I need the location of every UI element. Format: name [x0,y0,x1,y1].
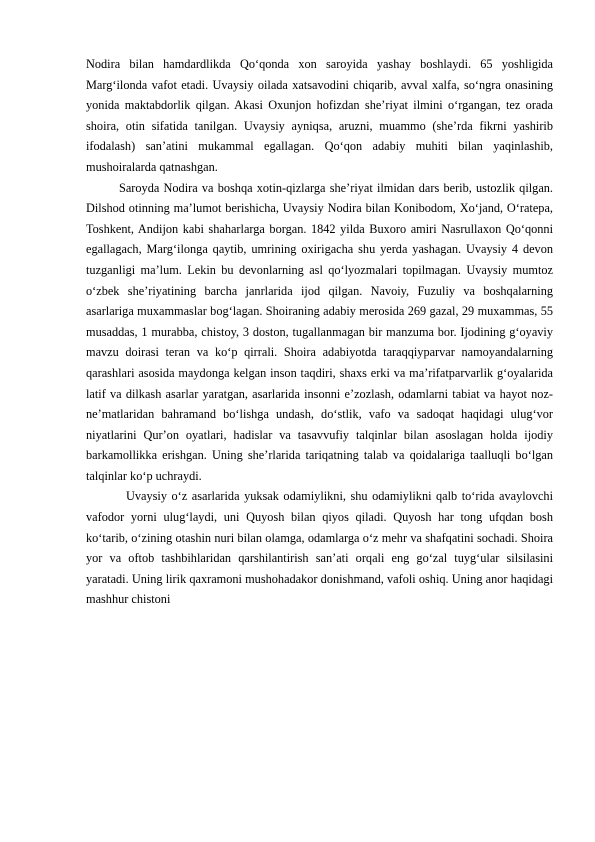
paragraph-3: Uvaysiy oʻz asarlarida yuksak odamiylikni, shu odamiylikni qalb toʻrida avaylovchi vafodor yorni ulugʻlaydi, uni Quyosh bilan qiyos qiladi. Quyosh har tong ufqdan bosh koʻtarib, oʻzining otashin nuri bilan olamga, odamlarga oʻz mehr va shafqatini sochadi. Shoira yor va oftob tashbihlaridan qarshilantirish sanʼati orqali eng goʻzal tuygʻular silsilasini yaratadi. Uning lirik qaxramoni mushohadakor donishmand, vafoli oshiq. Uning anor haqidagi mashhur chistoni [86,489,553,607]
paragraph-2: Saroyda Nodira va boshqa xotin-qizlarga sheʼriyat ilmidan dars berib, ustozlik qilgan. Dilshod otinning maʼlumot berishicha, Uvaysiy Nodira bilan Konibodom, Xoʻjand, Oʻratepa, Toshkent, Andijon kabi shaharlarga borgan. 1842 yilda Buxoro amiri Nasrullaxon Qoʻqonni egallagach, Margʻilonga qaytib, umrining oxirigacha shu yerda yashagan. Uvaysiy 4 devon tuzganligi maʼlum. Lekin bu devonlarning asl qoʻlyozmalari topilmagan. Uvaysiy mumtoz oʻzbek sheʼriyatining barcha janrlarida ijod qilgan. Navoiy, Fuzuliy va boshqalarning asarlariga muxammaslar bogʻlagan. Shoiraning adabiy merosida 269 gazal, 29 muxammas, 55 musaddas, 1 murabba, chistoy, 3 doston, tugallanmagan bir manzuma bor. Ijodining gʻoyaviy mavzu doirasi teran va koʻp qirrali. Shoira adabiyotda taraqqiyparvar namoyandalarning qarashlari asosida maydonga kelgan inson taqdiri, shaxs erki va maʼrifatparvarlik gʻoyalarida latif va dilkash asarlar yaratgan, asarlarida insonni eʼzozlash, odamlarni tabiat va hayot noz-neʼmatlaridan bahramand boʻlishga undash, doʻstlik, vafo va sadoqat haqidagi ulugʻvor niyatlarini Qurʼon oyatlari, hadislar va tasavvufiy talqinlar bilan asoslagan holda ijodiy barkamollikka erishgan. Uning sheʼrlarida tariqatning talab va qoidalariga taalluqli boʻlgan talqinlar koʻp uchraydi. [86,180,553,483]
paragraph-1: Nodira bilan hamdardlikda Qoʻqonda xon saroyida yashay boshlaydi. 65 yoshligida Margʻilonda vafot etadi. Uvaysiy oilada xatsavodini chiqarib, avval xalfa, soʻngra onasining yonida maktabdorlik qilgan. Akasi Oxunjon hofizdan sheʼriyat ilmini oʻrgangan, tez orada shoira, otin sifatida tanilgan. Uvaysiy ayniqsa, aruzni, muammo (sheʼrda fikrni yashirib ifodalash) sanʼatini mukammal egallagan. Qoʻqon adabiy muhiti bilan yaqinlashib, mushoiralarda qatnashgan. [86,57,553,174]
document-page [86,54,553,610]
